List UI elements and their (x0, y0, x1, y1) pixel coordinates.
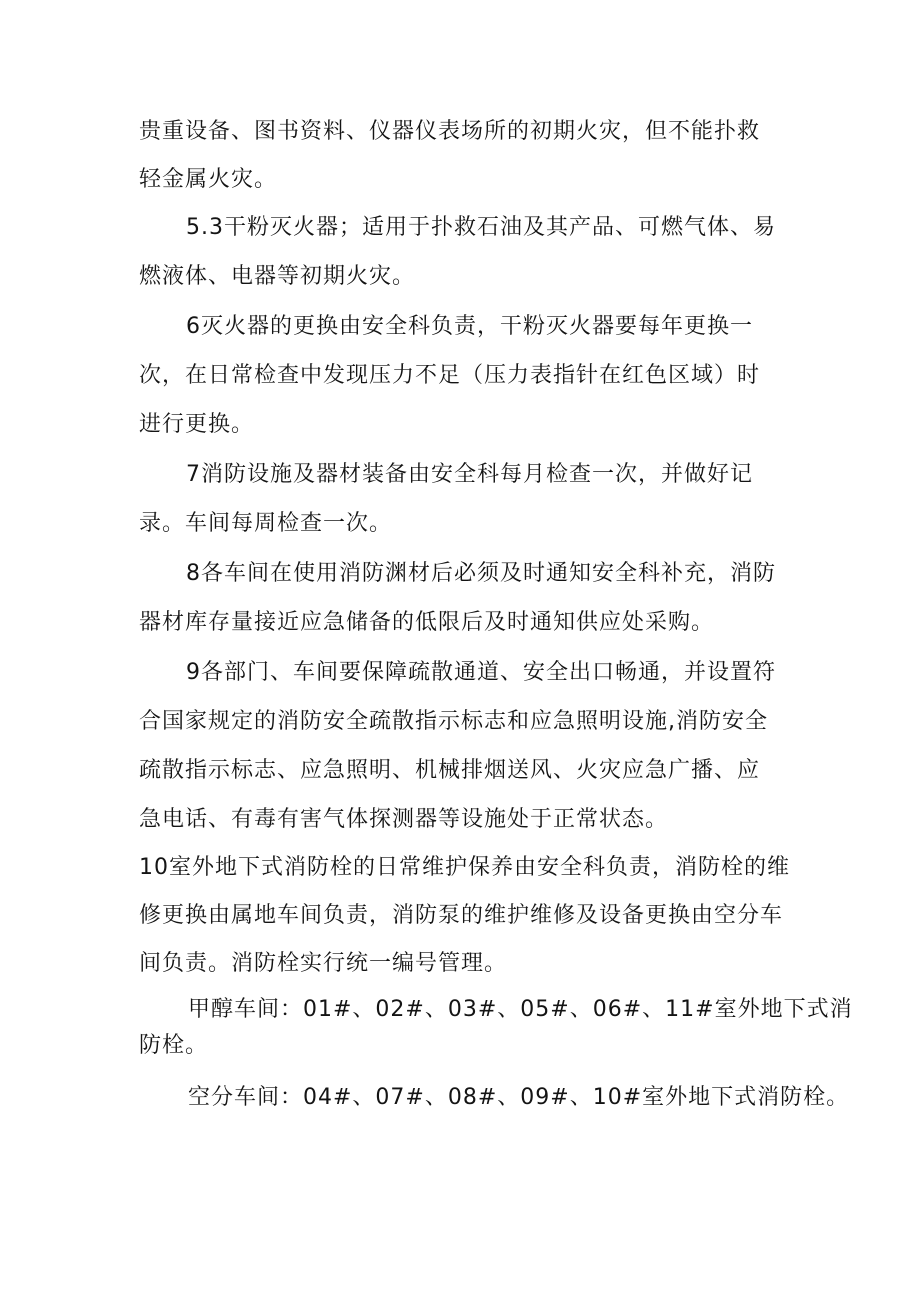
text-line: 7消防设施及器材装备由安全科每月检查一次，并做好记 (186, 462, 753, 487)
text-line: 燃液体、电器等初期火灾。 (139, 264, 416, 289)
text-line: 疏散指示标志、应急照明、机械排烟送风、火灾应急广播、应 (139, 758, 761, 783)
text-line: 5.3干粉灭火器；适用于扑救石油及其产品、可燃气体、易 (186, 215, 776, 240)
text-line: 轻金属火灾。 (139, 167, 278, 192)
text-line: 防栓。 (139, 1033, 209, 1058)
text-line: 9各部门、车间要保障疏散通道、安全出口畅通，并设置符 (186, 660, 776, 685)
text-line: 修更换由属地车间负责，消防泵的维护维修及设备更换由空分车 (139, 903, 784, 928)
text-line: 合国家规定的消防安全疏散指示标志和应急照明设施,消防安全 (139, 709, 768, 734)
text-line: 10室外地下式消防栓的日常维护保养由安全科负责，消防栓的维 (139, 855, 790, 880)
text-line: 器材库存量接近应急储备的低限后及时通知供应处采购。 (139, 610, 715, 635)
text-line: 空分车间：04#、07#、08#、09#、10#室外地下式消防栓。 (188, 1085, 850, 1110)
text-line: 急电话、有毒有害气体探测器等设施处于正常状态。 (139, 807, 669, 832)
text-line: 贵重设备、图书资料、仪器仪表场所的初期火灾，但不能扑救 (139, 119, 761, 144)
text-line: 甲醇车间：01#、02#、03#、05#、06#、11#室外地下式消 (188, 997, 853, 1022)
text-line: 次，在日常检查中发现压力不足（压力表指针在红色区域）时 (139, 363, 761, 388)
text-line: 8各车间在使用消防渊材后必须及时通知安全科补充，消防 (186, 561, 776, 586)
text-line: 6灭火器的更换由安全科负责，干粉灭火器要每年更换一 (186, 314, 753, 339)
text-line: 进行更换。 (139, 412, 255, 437)
text-line: 间负责。消防栓实行统一编号管理。 (139, 951, 508, 976)
text-line: 录。车间每周检查一次。 (139, 511, 393, 536)
